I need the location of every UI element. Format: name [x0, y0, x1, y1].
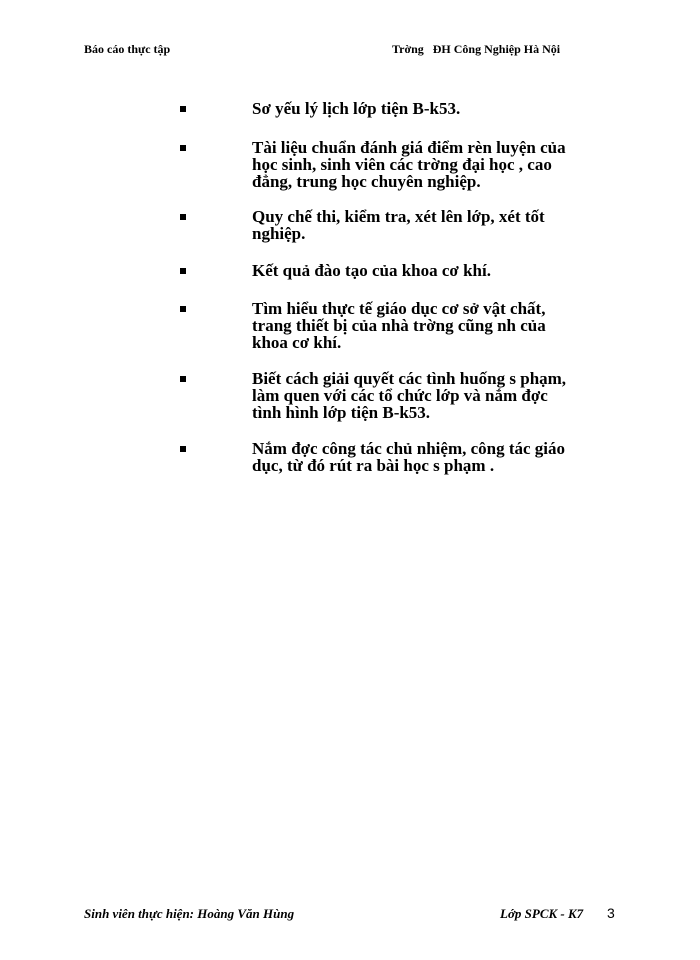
- footer-student-name: Sinh viên thực hiện: Hoàng Văn Hùng: [84, 906, 295, 921]
- list-item-text: Nắm đợc công tác chủ nhiệm, công tác giáo dục, từ đó rút ra bài học s phạm .: [252, 439, 566, 475]
- header-right-title: Trờng ĐH Công Nghiệp Hà Nội: [392, 42, 561, 56]
- page-number: 3: [607, 905, 615, 921]
- square-bullet-icon: [180, 214, 186, 220]
- header-left-title: Báo cáo thực tập: [84, 42, 171, 56]
- square-bullet-icon: [180, 268, 186, 274]
- square-bullet-icon: [180, 376, 186, 382]
- footer-class-name: Lớp SPCK - K7: [500, 906, 584, 921]
- square-bullet-icon: [180, 106, 186, 112]
- square-bullet-icon: [180, 145, 186, 151]
- square-bullet-icon: [180, 306, 186, 312]
- list-item-text: Biết cách giải quyết các tình huống s phạm, làm quen với các tổ chức lớp và nắm đợc tình hình lớp tiện B-k53.: [252, 369, 567, 422]
- list-item-text: Kết quả đào tạo của khoa cơ khí.: [252, 261, 491, 280]
- list-item-text: Quy chế thi, kiểm tra, xét lên lớp, xét tốt nghiệp.: [252, 207, 545, 243]
- square-bullet-icon: [180, 446, 186, 452]
- list-item-text: Tài liệu chuẩn đánh giá điểm rèn luyện của học sinh, sinh viên các trờng đại học , cao đẳng, trung học chuyên nghiệp.: [252, 138, 566, 191]
- list-item-text: Tìm hiểu thực tế giáo dục cơ sở vật chất, trang thiết bị của nhà trờng cũng nh của khoa cơ khí.: [252, 299, 546, 352]
- list-item-text: Sơ yếu lý lịch lớp tiện B-k53.: [252, 99, 461, 118]
